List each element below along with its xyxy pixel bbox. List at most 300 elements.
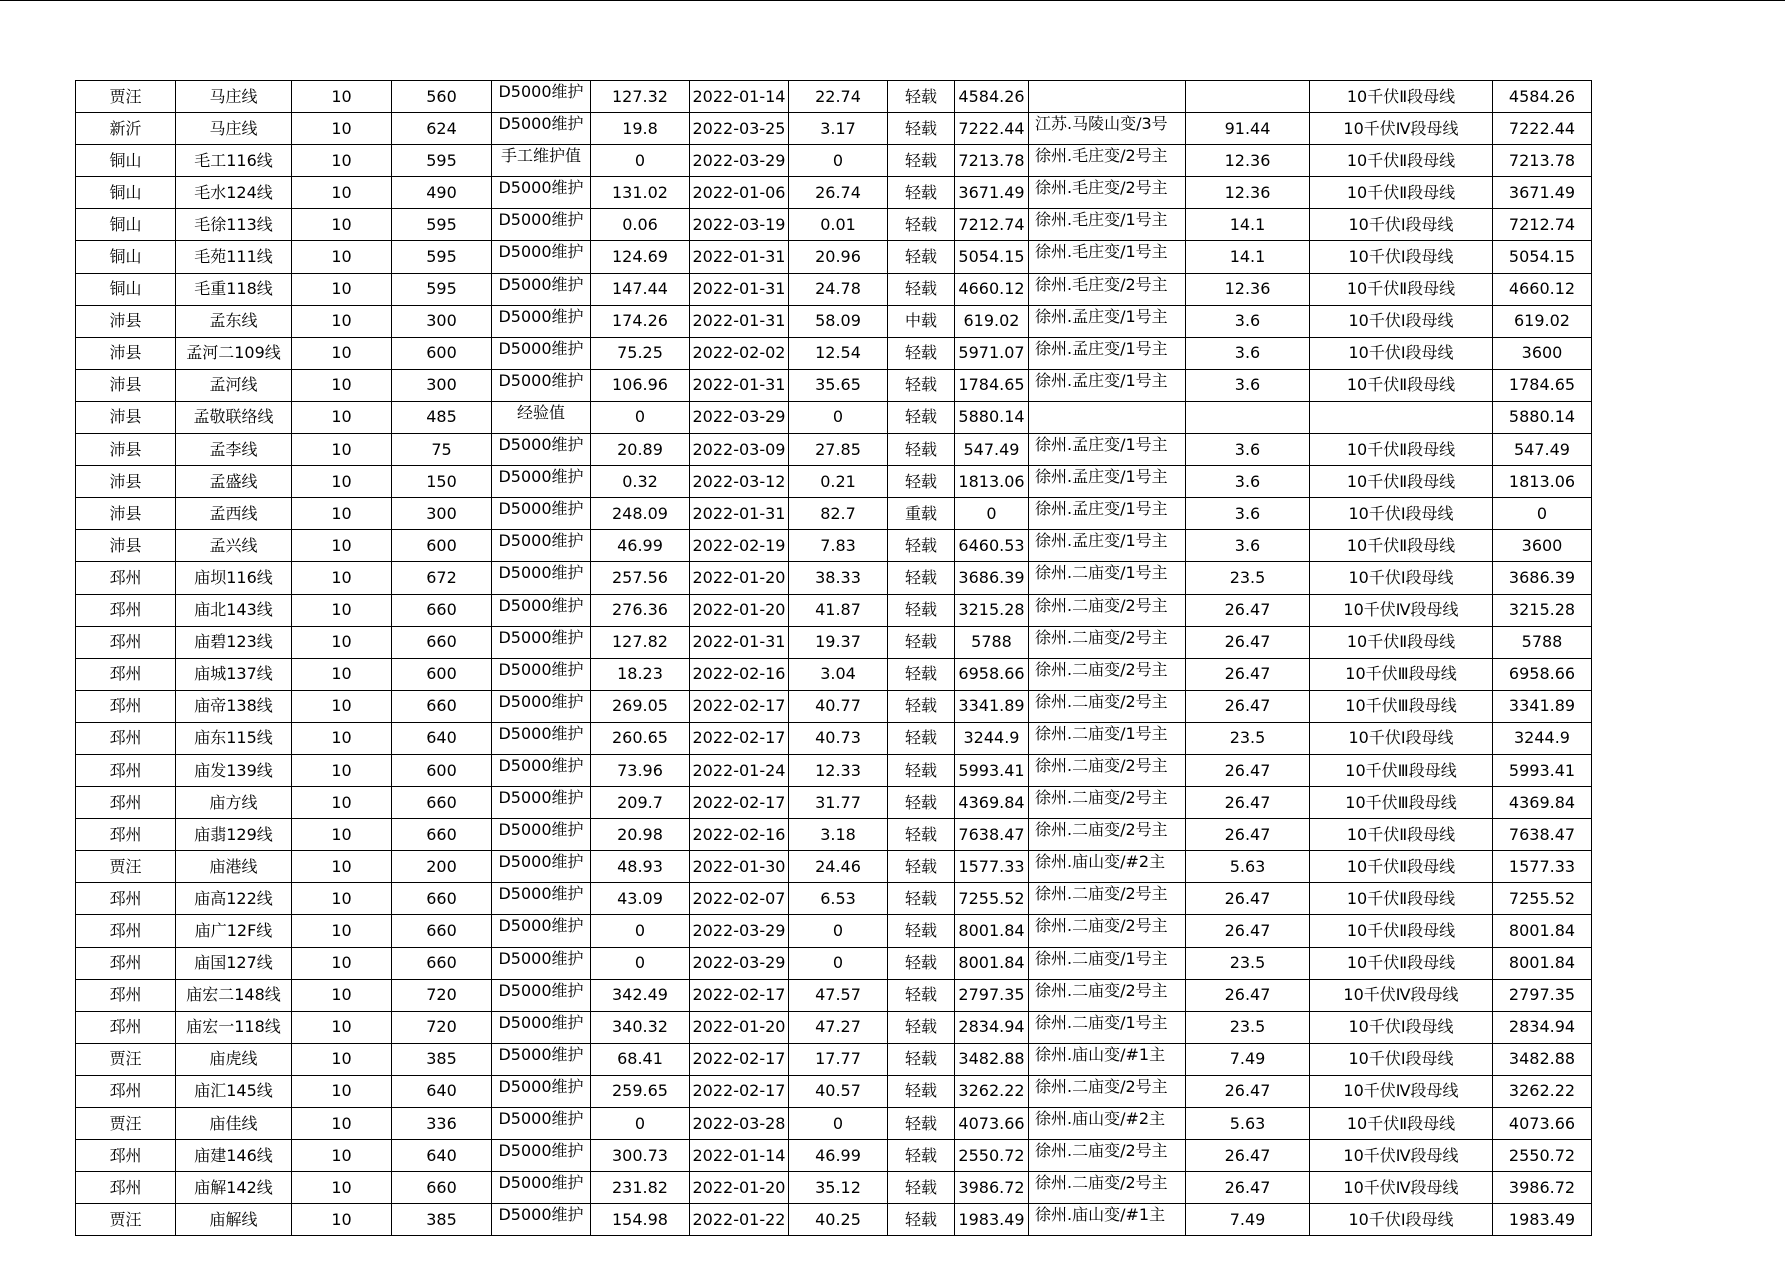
cell-data-source: D5000维护 — [492, 466, 591, 498]
cell-peak-load: 0 — [591, 145, 690, 177]
cell-line-name: 毛重118线 — [176, 273, 292, 305]
cell-load-rate: 24.78 — [789, 273, 888, 305]
cell-load-status: 轻载 — [888, 530, 955, 562]
table-row — [76, 594, 1592, 626]
cell-line-name: 毛水124线 — [176, 177, 292, 209]
cell-data-source: D5000维护 — [492, 787, 591, 819]
cell-peak-load: 75.25 — [591, 337, 690, 369]
cell-load-rate: 7.83 — [789, 530, 888, 562]
cell-voltage: 10 — [292, 81, 392, 113]
cell-load-status: 轻载 — [888, 81, 955, 113]
cell-load-status: 轻载 — [888, 1140, 955, 1172]
cell-peak-load: 124.69 — [591, 241, 690, 273]
table-row — [76, 1140, 1592, 1172]
cell-voltage: 10 — [292, 722, 392, 754]
cell-district: 沛县 — [76, 305, 176, 337]
table-row — [76, 851, 1592, 883]
cell-data-source: 经验值 — [492, 401, 591, 433]
cell-peak-date: 2022-01-31 — [690, 369, 789, 401]
cell-data-source: D5000维护 — [492, 1043, 591, 1075]
table-row — [76, 498, 1592, 530]
cell-voltage: 10 — [292, 369, 392, 401]
cell-transferable-capacity: 4584.26 — [1493, 81, 1592, 113]
cell-transformer-capacity: 3.6 — [1186, 305, 1310, 337]
cell-peak-date: 2022-02-16 — [690, 819, 789, 851]
cell-load-status: 中载 — [888, 305, 955, 337]
cell-transformer-capacity: 14.1 — [1186, 241, 1310, 273]
cell-transferable-capacity: 3341.89 — [1493, 690, 1592, 722]
cell-district: 邳州 — [76, 594, 176, 626]
cell-bus-section: 10千伏Ⅱ段母线 — [1310, 626, 1493, 658]
table-row — [76, 1075, 1592, 1107]
cell-district: 邳州 — [76, 1075, 176, 1107]
cell-data-source: D5000维护 — [492, 113, 591, 145]
cell-transferable-capacity: 4369.84 — [1493, 787, 1592, 819]
cell-load-rate: 47.27 — [789, 1011, 888, 1043]
cell-peak-date: 2022-01-31 — [690, 626, 789, 658]
cell-voltage: 10 — [292, 530, 392, 562]
cell-data-source: D5000维护 — [492, 626, 591, 658]
cell-available-capacity: 3341.89 — [955, 690, 1029, 722]
cell-bus-section — [1310, 401, 1493, 433]
cell-district: 邳州 — [76, 915, 176, 947]
cell-available-capacity: 2797.35 — [955, 979, 1029, 1011]
cell-load-status: 轻载 — [888, 754, 955, 786]
cell-peak-date: 2022-03-12 — [690, 466, 789, 498]
cell-peak-date: 2022-02-17 — [690, 1043, 789, 1075]
cell-peak-load: 46.99 — [591, 530, 690, 562]
cell-transferable-capacity: 5993.41 — [1493, 754, 1592, 786]
cell-bus-section: 10千伏Ⅱ段母线 — [1310, 947, 1493, 979]
cell-peak-load: 73.96 — [591, 754, 690, 786]
cell-line-name: 庙翡129线 — [176, 819, 292, 851]
cell-data-source: D5000维护 — [492, 369, 591, 401]
cell-available-capacity: 7212.74 — [955, 209, 1029, 241]
cell-peak-load: 248.09 — [591, 498, 690, 530]
cell-load-rate: 0 — [789, 145, 888, 177]
cell-load-status: 轻载 — [888, 626, 955, 658]
cell-line-name: 孟西线 — [176, 498, 292, 530]
cell-peak-date: 2022-02-07 — [690, 883, 789, 915]
cell-voltage: 10 — [292, 1075, 392, 1107]
cell-available-capacity: 8001.84 — [955, 915, 1029, 947]
cell-line-name: 庙碧123线 — [176, 626, 292, 658]
cell-load-rate: 0 — [789, 947, 888, 979]
cell-rated-capacity: 300 — [392, 305, 492, 337]
table-row — [76, 305, 1592, 337]
cell-data-source: D5000维护 — [492, 1172, 591, 1204]
cell-bus-section: 10千伏Ⅲ段母线 — [1310, 787, 1493, 819]
cell-transformer-capacity: 26.47 — [1186, 1075, 1310, 1107]
cell-rated-capacity: 600 — [392, 337, 492, 369]
cell-transferable-capacity: 7638.47 — [1493, 819, 1592, 851]
cell-rated-capacity: 660 — [392, 626, 492, 658]
cell-peak-date: 2022-01-06 — [690, 177, 789, 209]
cell-transformer: 徐州.毛庄变/2号主 — [1029, 145, 1186, 177]
cell-rated-capacity: 660 — [392, 819, 492, 851]
cell-load-status: 轻载 — [888, 1043, 955, 1075]
cell-load-rate: 20.96 — [789, 241, 888, 273]
cell-voltage: 10 — [292, 466, 392, 498]
cell-line-name: 庙北143线 — [176, 594, 292, 626]
cell-load-status: 轻载 — [888, 1172, 955, 1204]
cell-transformer: 徐州.二庙变/1号主 — [1029, 722, 1186, 754]
cell-available-capacity: 3671.49 — [955, 177, 1029, 209]
table-row — [76, 787, 1592, 819]
cell-line-name: 庙方线 — [176, 787, 292, 819]
cell-available-capacity: 5880.14 — [955, 401, 1029, 433]
cell-line-name: 庙解线 — [176, 1204, 292, 1236]
cell-transformer: 徐州.二庙变/2号主 — [1029, 979, 1186, 1011]
cell-rated-capacity: 300 — [392, 498, 492, 530]
cell-peak-load: 0 — [591, 947, 690, 979]
cell-bus-section: 10千伏Ⅳ段母线 — [1310, 979, 1493, 1011]
cell-available-capacity: 2550.72 — [955, 1140, 1029, 1172]
table-row — [76, 754, 1592, 786]
cell-line-name: 庙帝138线 — [176, 690, 292, 722]
cell-peak-load: 260.65 — [591, 722, 690, 754]
cell-bus-section: 10千伏Ⅰ段母线 — [1310, 1043, 1493, 1075]
cell-voltage: 10 — [292, 113, 392, 145]
cell-voltage: 10 — [292, 434, 392, 466]
cell-transformer: 徐州.庙山变/#1主 — [1029, 1204, 1186, 1236]
cell-transformer-capacity: 26.47 — [1186, 626, 1310, 658]
cell-available-capacity: 3262.22 — [955, 1075, 1029, 1107]
cell-data-source: D5000维护 — [492, 915, 591, 947]
cell-line-name: 庙广12F线 — [176, 915, 292, 947]
cell-transferable-capacity: 7212.74 — [1493, 209, 1592, 241]
cell-peak-load: 300.73 — [591, 1140, 690, 1172]
cell-available-capacity: 4584.26 — [955, 81, 1029, 113]
cell-bus-section: 10千伏Ⅲ段母线 — [1310, 690, 1493, 722]
table-row — [76, 434, 1592, 466]
table-row — [76, 819, 1592, 851]
cell-available-capacity: 1784.65 — [955, 369, 1029, 401]
cell-rated-capacity: 720 — [392, 1011, 492, 1043]
cell-peak-load: 19.8 — [591, 113, 690, 145]
cell-rated-capacity: 200 — [392, 851, 492, 883]
cell-bus-section: 10千伏Ⅱ段母线 — [1310, 369, 1493, 401]
cell-available-capacity: 7222.44 — [955, 113, 1029, 145]
cell-bus-section: 10千伏Ⅱ段母线 — [1310, 145, 1493, 177]
cell-peak-date: 2022-02-02 — [690, 337, 789, 369]
cell-load-status: 轻载 — [888, 434, 955, 466]
cell-peak-date: 2022-03-29 — [690, 145, 789, 177]
cell-transformer: 徐州.孟庄变/1号主 — [1029, 337, 1186, 369]
cell-load-status: 轻载 — [888, 1011, 955, 1043]
cell-voltage: 10 — [292, 658, 392, 690]
cell-peak-load: 127.82 — [591, 626, 690, 658]
cell-peak-date: 2022-02-17 — [690, 690, 789, 722]
cell-load-status: 轻载 — [888, 883, 955, 915]
cell-peak-date: 2022-01-30 — [690, 851, 789, 883]
cell-transferable-capacity: 4073.66 — [1493, 1108, 1592, 1140]
cell-line-name: 庙港线 — [176, 851, 292, 883]
cell-transferable-capacity: 7255.52 — [1493, 883, 1592, 915]
cell-line-name: 庙高122线 — [176, 883, 292, 915]
cell-transformer: 徐州.庙山变/#2主 — [1029, 851, 1186, 883]
cell-peak-load: 127.32 — [591, 81, 690, 113]
cell-data-source: D5000维护 — [492, 658, 591, 690]
cell-available-capacity: 3215.28 — [955, 594, 1029, 626]
cell-transformer-capacity — [1186, 81, 1310, 113]
cell-transformer: 徐州.孟庄变/1号主 — [1029, 530, 1186, 562]
cell-transformer-capacity: 26.47 — [1186, 658, 1310, 690]
cell-district: 铜山 — [76, 273, 176, 305]
cell-peak-load: 0 — [591, 401, 690, 433]
cell-available-capacity: 3986.72 — [955, 1172, 1029, 1204]
cell-transformer: 江苏.马陵山变/3号 — [1029, 113, 1186, 145]
cell-transformer: 徐州.毛庄变/1号主 — [1029, 241, 1186, 273]
cell-data-source: D5000维护 — [492, 177, 591, 209]
cell-line-name: 孟河线 — [176, 369, 292, 401]
cell-district: 邳州 — [76, 1172, 176, 1204]
cell-peak-load: 209.7 — [591, 787, 690, 819]
cell-voltage: 10 — [292, 1108, 392, 1140]
cell-district: 沛县 — [76, 337, 176, 369]
cell-peak-load: 106.96 — [591, 369, 690, 401]
cell-load-rate: 35.12 — [789, 1172, 888, 1204]
cell-district: 沛县 — [76, 369, 176, 401]
cell-transferable-capacity: 5788 — [1493, 626, 1592, 658]
cell-bus-section: 10千伏Ⅱ段母线 — [1310, 883, 1493, 915]
cell-transformer-capacity: 26.47 — [1186, 1172, 1310, 1204]
cell-peak-load: 231.82 — [591, 1172, 690, 1204]
table-row — [76, 1043, 1592, 1075]
cell-peak-load: 18.23 — [591, 658, 690, 690]
cell-line-name: 庙虎线 — [176, 1043, 292, 1075]
cell-data-source: D5000维护 — [492, 1204, 591, 1236]
cell-voltage: 10 — [292, 787, 392, 819]
cell-load-rate: 3.18 — [789, 819, 888, 851]
cell-transferable-capacity: 3986.72 — [1493, 1172, 1592, 1204]
cell-data-source: D5000维护 — [492, 273, 591, 305]
table-row — [76, 1011, 1592, 1043]
cell-district: 邳州 — [76, 562, 176, 594]
cell-transformer: 徐州.二庙变/1号主 — [1029, 947, 1186, 979]
cell-available-capacity: 5054.15 — [955, 241, 1029, 273]
cell-transformer-capacity: 26.47 — [1186, 883, 1310, 915]
cell-transformer: 徐州.孟庄变/1号主 — [1029, 434, 1186, 466]
cell-load-rate: 41.87 — [789, 594, 888, 626]
cell-available-capacity: 3686.39 — [955, 562, 1029, 594]
cell-voltage: 10 — [292, 562, 392, 594]
cell-peak-load: 174.26 — [591, 305, 690, 337]
cell-line-name: 孟李线 — [176, 434, 292, 466]
cell-line-name: 马庄线 — [176, 113, 292, 145]
cell-data-source: D5000维护 — [492, 722, 591, 754]
cell-district: 贾汪 — [76, 81, 176, 113]
cell-voltage: 10 — [292, 626, 392, 658]
cell-voltage: 10 — [292, 594, 392, 626]
cell-rated-capacity: 624 — [392, 113, 492, 145]
cell-line-name: 庙发139线 — [176, 754, 292, 786]
cell-transformer-capacity: 3.6 — [1186, 369, 1310, 401]
cell-peak-load: 259.65 — [591, 1075, 690, 1107]
cell-transformer: 徐州.毛庄变/1号主 — [1029, 209, 1186, 241]
cell-transformer-capacity: 23.5 — [1186, 722, 1310, 754]
cell-transformer: 徐州.二庙变/2号主 — [1029, 690, 1186, 722]
cell-load-status: 轻载 — [888, 690, 955, 722]
cell-district: 沛县 — [76, 401, 176, 433]
cell-voltage: 10 — [292, 337, 392, 369]
cell-transformer-capacity: 12.36 — [1186, 177, 1310, 209]
cell-voltage: 10 — [292, 177, 392, 209]
table-row — [76, 1172, 1592, 1204]
cell-rated-capacity: 385 — [392, 1204, 492, 1236]
cell-transformer-capacity: 3.6 — [1186, 466, 1310, 498]
cell-peak-date: 2022-01-20 — [690, 1172, 789, 1204]
cell-transformer: 徐州.二庙变/2号主 — [1029, 1140, 1186, 1172]
cell-peak-date: 2022-02-16 — [690, 658, 789, 690]
cell-transferable-capacity: 3600 — [1493, 530, 1592, 562]
cell-peak-date: 2022-01-31 — [690, 498, 789, 530]
cell-load-rate: 31.77 — [789, 787, 888, 819]
cell-data-source: D5000维护 — [492, 1140, 591, 1172]
cell-load-rate: 22.74 — [789, 81, 888, 113]
cell-transferable-capacity: 4660.12 — [1493, 273, 1592, 305]
table-row — [76, 113, 1592, 145]
cell-bus-section: 10千伏Ⅰ段母线 — [1310, 1011, 1493, 1043]
cell-voltage: 10 — [292, 754, 392, 786]
cell-load-status: 轻载 — [888, 819, 955, 851]
cell-peak-date: 2022-02-19 — [690, 530, 789, 562]
cell-available-capacity: 547.49 — [955, 434, 1029, 466]
cell-data-source: D5000维护 — [492, 1011, 591, 1043]
cell-load-status: 轻载 — [888, 787, 955, 819]
cell-transformer: 徐州.庙山变/#1主 — [1029, 1043, 1186, 1075]
cell-load-status: 轻载 — [888, 369, 955, 401]
cell-transformer: 徐州.二庙变/2号主 — [1029, 787, 1186, 819]
cell-bus-section: 10千伏Ⅱ段母线 — [1310, 466, 1493, 498]
table-row — [76, 241, 1592, 273]
cell-district: 邳州 — [76, 722, 176, 754]
cell-transferable-capacity: 0 — [1493, 498, 1592, 530]
cell-load-status: 轻载 — [888, 594, 955, 626]
cell-rated-capacity: 600 — [392, 658, 492, 690]
cell-voltage: 10 — [292, 851, 392, 883]
cell-data-source: D5000维护 — [492, 1075, 591, 1107]
cell-transferable-capacity: 6958.66 — [1493, 658, 1592, 690]
cell-district: 沛县 — [76, 434, 176, 466]
cell-peak-date: 2022-01-22 — [690, 1204, 789, 1236]
cell-bus-section: 10千伏Ⅰ段母线 — [1310, 305, 1493, 337]
cell-bus-section: 10千伏Ⅰ段母线 — [1310, 209, 1493, 241]
feeder-load-table — [75, 80, 1592, 1236]
cell-district: 邳州 — [76, 658, 176, 690]
cell-peak-date: 2022-01-31 — [690, 305, 789, 337]
cell-data-source: D5000维护 — [492, 305, 591, 337]
cell-load-status: 轻载 — [888, 979, 955, 1011]
cell-voltage: 10 — [292, 883, 392, 915]
cell-transformer: 徐州.二庙变/2号主 — [1029, 594, 1186, 626]
cell-transformer: 徐州.二庙变/2号主 — [1029, 626, 1186, 658]
cell-bus-section: 10千伏Ⅱ段母线 — [1310, 530, 1493, 562]
cell-transferable-capacity: 5054.15 — [1493, 241, 1592, 273]
cell-data-source: D5000维护 — [492, 819, 591, 851]
cell-bus-section: 10千伏Ⅱ段母线 — [1310, 177, 1493, 209]
cell-load-status: 轻载 — [888, 1075, 955, 1107]
cell-transformer-capacity: 26.47 — [1186, 787, 1310, 819]
cell-load-status: 轻载 — [888, 851, 955, 883]
table-row — [76, 1204, 1592, 1236]
table-row — [76, 722, 1592, 754]
cell-peak-load: 154.98 — [591, 1204, 690, 1236]
cell-peak-load: 131.02 — [591, 177, 690, 209]
cell-load-status: 轻载 — [888, 241, 955, 273]
cell-transformer-capacity: 12.36 — [1186, 273, 1310, 305]
cell-load-rate: 82.7 — [789, 498, 888, 530]
cell-available-capacity: 5993.41 — [955, 754, 1029, 786]
cell-voltage: 10 — [292, 305, 392, 337]
cell-transformer-capacity: 3.6 — [1186, 498, 1310, 530]
cell-transferable-capacity: 1577.33 — [1493, 851, 1592, 883]
cell-bus-section: 10千伏Ⅱ段母线 — [1310, 915, 1493, 947]
cell-rated-capacity: 640 — [392, 1140, 492, 1172]
cell-load-rate: 40.77 — [789, 690, 888, 722]
cell-rated-capacity: 660 — [392, 915, 492, 947]
cell-transferable-capacity: 8001.84 — [1493, 915, 1592, 947]
cell-load-rate: 46.99 — [789, 1140, 888, 1172]
cell-voltage: 10 — [292, 979, 392, 1011]
cell-bus-section: 10千伏Ⅳ段母线 — [1310, 594, 1493, 626]
cell-load-rate: 19.37 — [789, 626, 888, 658]
cell-transferable-capacity: 3686.39 — [1493, 562, 1592, 594]
cell-transformer-capacity: 26.47 — [1186, 1140, 1310, 1172]
cell-bus-section: 10千伏Ⅱ段母线 — [1310, 819, 1493, 851]
cell-available-capacity: 6958.66 — [955, 658, 1029, 690]
cell-peak-date: 2022-03-09 — [690, 434, 789, 466]
cell-peak-date: 2022-03-25 — [690, 113, 789, 145]
cell-load-rate: 24.46 — [789, 851, 888, 883]
cell-voltage: 10 — [292, 1172, 392, 1204]
cell-transformer: 徐州.孟庄变/1号主 — [1029, 305, 1186, 337]
cell-data-source: D5000维护 — [492, 498, 591, 530]
cell-load-rate: 3.04 — [789, 658, 888, 690]
cell-load-status: 轻载 — [888, 1204, 955, 1236]
cell-peak-load: 20.98 — [591, 819, 690, 851]
cell-bus-section: 10千伏Ⅳ段母线 — [1310, 1172, 1493, 1204]
cell-transformer-capacity: 23.5 — [1186, 947, 1310, 979]
table-row — [76, 466, 1592, 498]
cell-load-status: 重载 — [888, 498, 955, 530]
table-row — [76, 947, 1592, 979]
cell-data-source: D5000维护 — [492, 562, 591, 594]
cell-voltage: 10 — [292, 209, 392, 241]
cell-transferable-capacity: 7213.78 — [1493, 145, 1592, 177]
cell-load-rate: 12.54 — [789, 337, 888, 369]
cell-transformer-capacity: 3.6 — [1186, 337, 1310, 369]
cell-transferable-capacity: 1784.65 — [1493, 369, 1592, 401]
table-row — [76, 530, 1592, 562]
cell-transformer: 徐州.二庙变/2号主 — [1029, 819, 1186, 851]
cell-peak-load: 0.32 — [591, 466, 690, 498]
cell-transferable-capacity: 8001.84 — [1493, 947, 1592, 979]
cell-rated-capacity: 595 — [392, 209, 492, 241]
cell-transformer: 徐州.孟庄变/1号主 — [1029, 369, 1186, 401]
cell-transformer-capacity: 14.1 — [1186, 209, 1310, 241]
cell-available-capacity: 4369.84 — [955, 787, 1029, 819]
cell-line-name: 庙建146线 — [176, 1140, 292, 1172]
cell-load-rate: 58.09 — [789, 305, 888, 337]
cell-transformer: 徐州.毛庄变/2号主 — [1029, 177, 1186, 209]
cell-bus-section: 10千伏Ⅱ段母线 — [1310, 1108, 1493, 1140]
cell-peak-date: 2022-02-17 — [690, 979, 789, 1011]
cell-data-source: D5000维护 — [492, 434, 591, 466]
cell-data-source: D5000维护 — [492, 209, 591, 241]
table-row — [76, 1108, 1592, 1140]
cell-load-status: 轻载 — [888, 337, 955, 369]
